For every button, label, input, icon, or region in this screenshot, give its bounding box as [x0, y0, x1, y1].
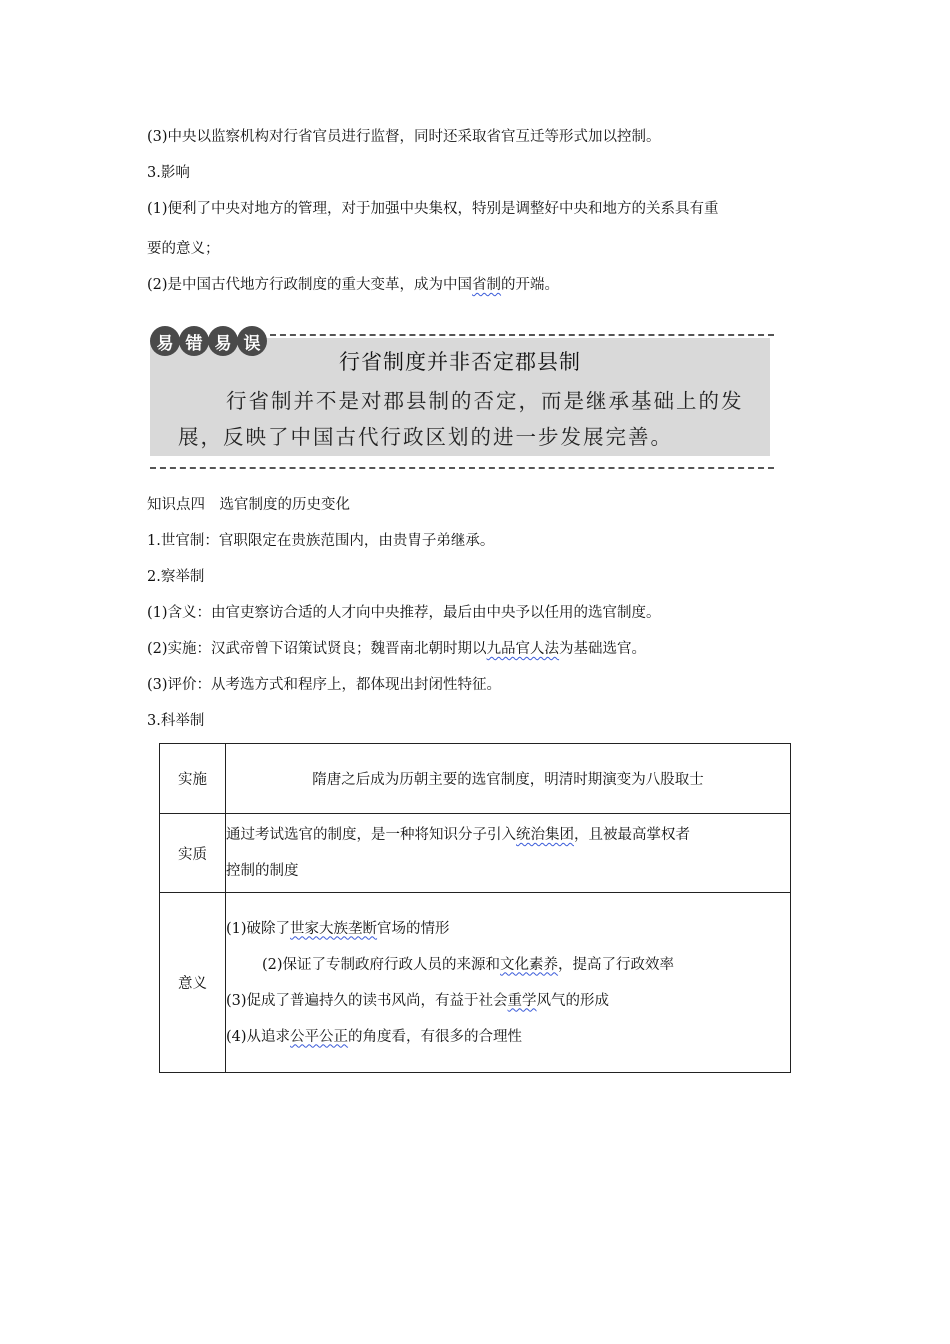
callout-title: 行省制度并非否定郡县制 [339, 350, 581, 374]
badge-char: 易 [208, 326, 238, 356]
dashed-divider-top [270, 334, 774, 336]
text-segment: (2)保证了专制政府行政人员的来源和 [262, 956, 501, 973]
text-segment: 风气的形成 [536, 992, 610, 1009]
cell-line: 控制的制度 [226, 863, 299, 879]
emphasis-text: 文化素养 [500, 956, 559, 973]
badge-char: 误 [237, 326, 267, 356]
emphasis-text: 公平公正 [290, 1028, 349, 1045]
row-content [226, 814, 791, 893]
row-content: 隋唐之后成为历朝主要的选官制度，明清时期演变为八股取士 [226, 744, 791, 814]
table-row [160, 744, 791, 814]
text-segment: (3)促成了普遍持久的读书风尚，有益于社会 [226, 992, 508, 1009]
emphasis-text: 九品官人法 [486, 641, 560, 657]
text-segment: ，提高了行政效率 [558, 956, 675, 973]
callout-text: 行省制并不是对郡县制的否定，而是继承基础上的发展，反映了中国古代行政区划的进一步发展完善。 [178, 389, 744, 449]
callout-badges [150, 326, 266, 356]
paragraph-supervision: (3)中央以监察机构对行省官员进行监督，同时还采取省官互迁等形式加以控制。 [147, 129, 661, 145]
text-segment: 官场的情形 [377, 920, 450, 937]
text-segment: 的开端。 [501, 277, 560, 293]
text-segment: (2)实施：汉武帝曾下诏策试贤良；魏晋南北朝时期以 [147, 641, 487, 657]
cell-line [226, 817, 790, 853]
callout-box [150, 326, 774, 469]
cell-line [226, 911, 790, 947]
emphasis-text: 重学 [507, 992, 537, 1009]
text-segment: 为基础选官。 [559, 641, 647, 657]
badge-char: 易 [150, 326, 180, 356]
item-keju: 3.科举制 [147, 713, 205, 729]
text-segment: (2)是中国古代地方行政制度的重大变革，成为中国 [147, 277, 473, 293]
text-segment: (4)从追求 [226, 1028, 291, 1045]
text-segment: ，且被最高掌权者 [574, 827, 690, 843]
section-heading: 知识点四 选官制度的历史变化 [147, 497, 350, 513]
row-label: 实施 [160, 744, 226, 814]
text-segment: 通过考试选官的制度，是一种将知识分子引入 [226, 827, 516, 843]
emphasis-text: 省制 [472, 277, 502, 293]
row-label: 意义 [160, 893, 226, 1073]
cell-line [226, 983, 790, 1019]
item-chaju-practice [147, 639, 646, 659]
table-row [160, 893, 791, 1073]
row-content [226, 893, 791, 1073]
row-label: 实质 [160, 814, 226, 893]
emphasis-text: 世家大族垄断 [290, 920, 378, 937]
item-chaju-evaluation: (3)评价：从考选方式和程序上，都体现出封闭性特征。 [147, 677, 502, 693]
paragraph-influence-1a: (1)便利了中央对地方的管理，对于加强中央集权，特别是调整好中央和地方的关系具有重 [147, 201, 719, 217]
dashed-divider-bottom [150, 467, 774, 469]
cell-line [226, 1019, 790, 1055]
text-segment: (1)破除了 [226, 920, 291, 937]
cell-line [226, 947, 790, 983]
paragraph-influence-1b: 要的意义； [147, 241, 220, 257]
heading-influence: 3.影响 [147, 165, 190, 181]
text-segment: 的角度看，有很多的合理性 [348, 1028, 523, 1045]
paragraph-influence-2 [147, 275, 559, 295]
keju-table [159, 743, 791, 1073]
item-chaju-meaning: (1)含义：由官吏察访合适的人才向中央推荐，最后由中央予以任用的选官制度。 [147, 605, 661, 621]
table-row [160, 814, 791, 893]
item-chaju: 2.察举制 [147, 569, 205, 585]
emphasis-text: 统治集团 [516, 827, 574, 843]
badge-char: 错 [179, 326, 209, 356]
item-shiguan: 1.世官制：官职限定在贵族范围内，由贵胄子弟继承。 [147, 533, 495, 549]
